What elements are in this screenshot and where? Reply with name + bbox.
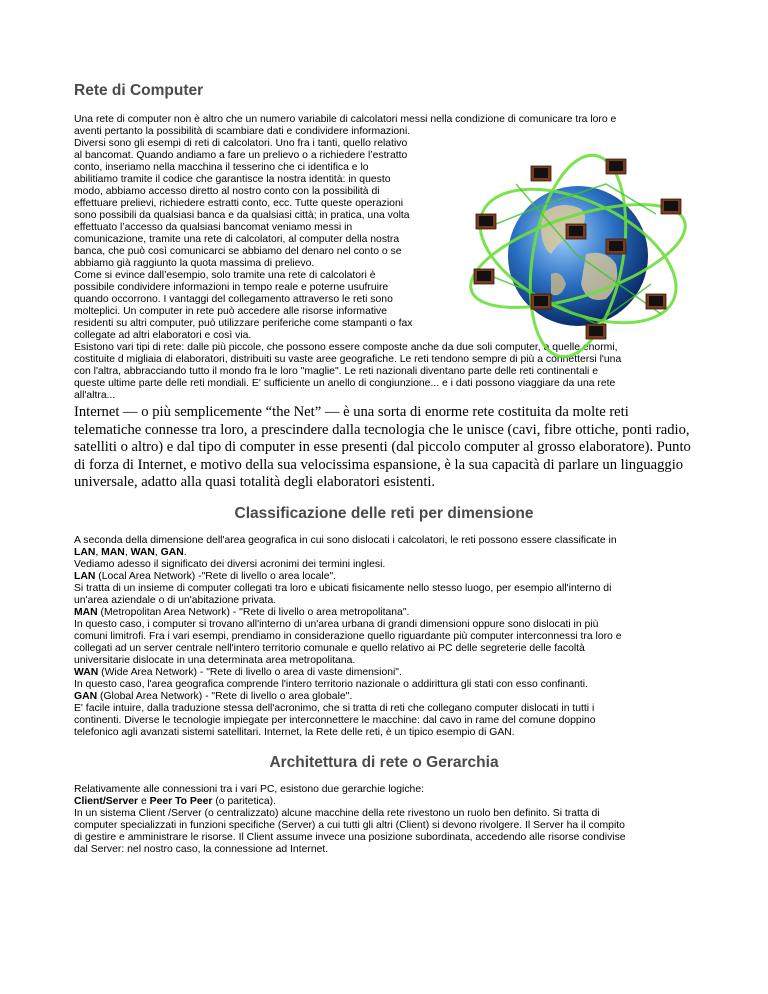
text-line: Si tratta di un insieme di computer collegati tra loro e ubicati fisicamente nello stesso luogo, per esempio all'interno di <box>74 582 612 594</box>
acronym-lan: LAN <box>74 546 96 558</box>
text-line: dal Server: nel nostro caso, la connessione ad Internet. <box>74 843 329 855</box>
text-line: molteplici. Un computer in rete può accedere alle risorse informative <box>74 306 388 317</box>
term-lan: LAN <box>74 570 96 582</box>
text-line: continenti. Diverse le tecnologie impiegate per interconnettere le macchine: dal cavo in rame del comune doppino <box>74 714 596 726</box>
text-line: comuni limitrofi. Fra i vari esempi, prendiamo in considerazione quello riguardante più computer interconnessi tra loro e <box>74 630 622 642</box>
section-heading-architecture: Architettura di rete o Gerarchia <box>269 753 499 771</box>
conjunction: e <box>138 795 150 807</box>
dimension-section <box>74 535 694 739</box>
separator: , <box>95 546 102 558</box>
definition-text: (Metropolitan Area Network) - "Rete di livello o area metropolitana". <box>97 606 410 618</box>
text-line: Vediamo adesso il significato dei diversi acronimi dei termini inglesi. <box>74 558 386 570</box>
man-definition <box>74 607 694 619</box>
text-line: residenti su altri computer, può utilizzare periferiche come stampanti o fax <box>74 318 413 329</box>
text-line: In questo caso, l'area geografica comprende l'intero territorio nazionale o addirittura gli stati con esso confinanti. <box>74 678 588 690</box>
acronym-list <box>74 547 694 559</box>
separator: . <box>183 546 187 558</box>
intro-full-lines <box>74 114 694 138</box>
gan-definition <box>74 691 694 703</box>
text-line: banca, che può così comunicarci se abbiamo del denaro nel conto o se <box>74 246 402 257</box>
text-line: di gestire e amministrare le risorse. Il Client assume invece una posizione subordinata, accedendo alle risorse condivise <box>74 831 626 843</box>
paritetica-text: (o paritetica). <box>212 795 276 807</box>
text-line: collegate ad altri elaboratori e così via. <box>74 330 252 341</box>
separator: , <box>154 546 161 558</box>
text-line: un'area aziendale o di un'abitazione privata. <box>74 594 277 606</box>
term-client-server: Client/Server <box>74 795 139 807</box>
section-heading-dimension: Classificazione delle reti per dimensione <box>234 504 534 522</box>
acronym-gan: GAN <box>160 546 184 558</box>
definition-text: (Wide Area Network) - "Rete di livello o area di vaste dimensioni". <box>98 666 402 678</box>
text-line: costituite d migliaia di elaboratori, distribuiti su vaste aree geografiche. Le reti tendono sempre di più a connettersi l'una <box>74 354 622 365</box>
text-line: Una rete di computer non è altro che un numero variabile di calcolatori messi nella condizione di comunicare tra loro e <box>74 114 617 125</box>
definition-text: (Local Area Network) -"Rete di livello o area locale". <box>95 570 337 582</box>
term-man: MAN <box>74 606 98 618</box>
internet-paragraph: Internet — o più semplicemente “the Net” — è una sorta di enorme rete costituita da molte reti telematiche connesse tra loro, a prescindere dalla tecnologia che le unisce (cavi, fibre ottiche, ponti radio, satelliti o altro) e dal tipo di computer in esse presenti (dal piccolo computer al grosso elaboratore). Punto di forza di Internet, e motivo della sua velocissima espansione, è la sua capacità di parlare un linguaggio universale, adatto alla quasi totalità degli elaboratori esistenti. <box>74 404 691 491</box>
term-wan: WAN <box>74 666 99 678</box>
text-line: Relativamente alle connessioni tra i vari PC, esistono due gerarchie logiche: <box>74 783 425 795</box>
text-line: computer specializzati in funzioni specifiche (Server) a cui tutti gli altri (Client) si devono rivolgere. Il Server ha il compito <box>74 819 625 831</box>
text-line: con l'altra, abbracciando tutto il mondo fra le loro "maglie". Le reti nazionali diventano parte delle reti continentali e <box>74 366 599 377</box>
intro-section <box>74 114 694 402</box>
term-peer-to-peer: Peer To Peer <box>149 795 213 807</box>
text-line: Diversi sono gli esempi di reti di calcolatori. Uno fra i tanti, quello relativo <box>74 138 408 149</box>
text-line: abilitiamo tramite il codice che garantisce la nostra identità: in questo <box>74 174 391 185</box>
text-line: E' facile intuire, dalla traduzione stessa dell'acronimo, che si tratta di reti che collegano computer dislocati in tutti i <box>74 702 595 714</box>
text-line: collegati ad un server centrale nell'intero territorio comunale e quello relativo ai PC delle segreterie delle facoltà <box>74 642 585 654</box>
wan-definition <box>74 667 694 679</box>
text-line: conto, inseriamo nella macchina il tesserino che ci identifica e lo <box>74 162 369 173</box>
text-line: A seconda della dimensione dell'area geografica in cui sono dislocati i calcolatori, le reti possono essere classificate in <box>74 534 617 546</box>
text-line: Come si evince dall’esempio, solo tramite una rete di calcolatori è <box>74 270 376 281</box>
lan-definition <box>74 571 694 583</box>
text-line: aventi pertanto la possibilità di scambiare dati e condividere informazioni. <box>74 126 411 137</box>
text-line: Esistono vari tipi di rete: dalle più piccole, che possono essere composte anche da due soli computer, a quelle enormi, <box>74 342 618 353</box>
page-title: Rete di Computer <box>74 82 204 99</box>
text-line: possibile condividere informazioni in tempo reale e poterne usufruire <box>74 282 389 293</box>
text-line: all'altra... <box>74 390 116 401</box>
text-line: In un sistema Client /Server (o centralizzato) alcune macchine della rete rivestono un ruolo ben definito. Si tratta di <box>74 807 600 819</box>
text-line: quando occorrono. I vantaggi del collegamento attraverso le reti sono <box>74 294 393 305</box>
acronym-man: MAN <box>101 546 125 558</box>
text-line: modo, abbiamo accesso diretto al nostro conto con la possibilità di <box>74 186 380 197</box>
separator: , <box>124 546 131 558</box>
text-line: effettuare prelievi, richiedere estratti conto, ecc. Tutte queste operazioni <box>74 198 404 209</box>
text-line: al bancomat. Quando andiamo a fare un prelievo o a richiedere l’estratto <box>74 150 408 161</box>
text-line: sono possibili da qualsiasi banca e da qualsiasi città; in pratica, una volta <box>74 210 410 221</box>
term-gan: GAN <box>74 690 98 702</box>
document-page <box>74 82 694 856</box>
text-line: queste ultime parte delle reti mondiali. E' sufficiente un anello di congiunzione... e i dati possono viaggiare da una rete <box>74 378 616 389</box>
text-line: effettuato l’accesso da qualsiasi bancomat veniamo messi in <box>74 222 353 233</box>
text-line: comunicazione, tramite una rete di calcolatori, al computer della nostra <box>74 234 400 245</box>
text-line: universitarie dislocate in una determinata area metropolitana. <box>74 654 356 666</box>
networked-globe-icon <box>456 144 696 364</box>
text-line: In questo caso, i computer si trovano all'interno di un'area urbana di grandi dimensioni oppure sono dislocati in più <box>74 618 599 630</box>
text-line: abbiamo già raggiunto la quota massima di prelievo. <box>74 258 315 269</box>
hierarchy-list <box>74 796 694 808</box>
acronym-wan: WAN <box>130 546 155 558</box>
text-line: telefonico agli avanzati sistemi satellitari. Internet, la Rete delle reti, è un tipico esempio di GAN. <box>74 726 515 738</box>
architecture-section <box>74 784 694 856</box>
definition-text: (Global Area Network) - "Rete di livello o area globale". <box>97 690 353 702</box>
